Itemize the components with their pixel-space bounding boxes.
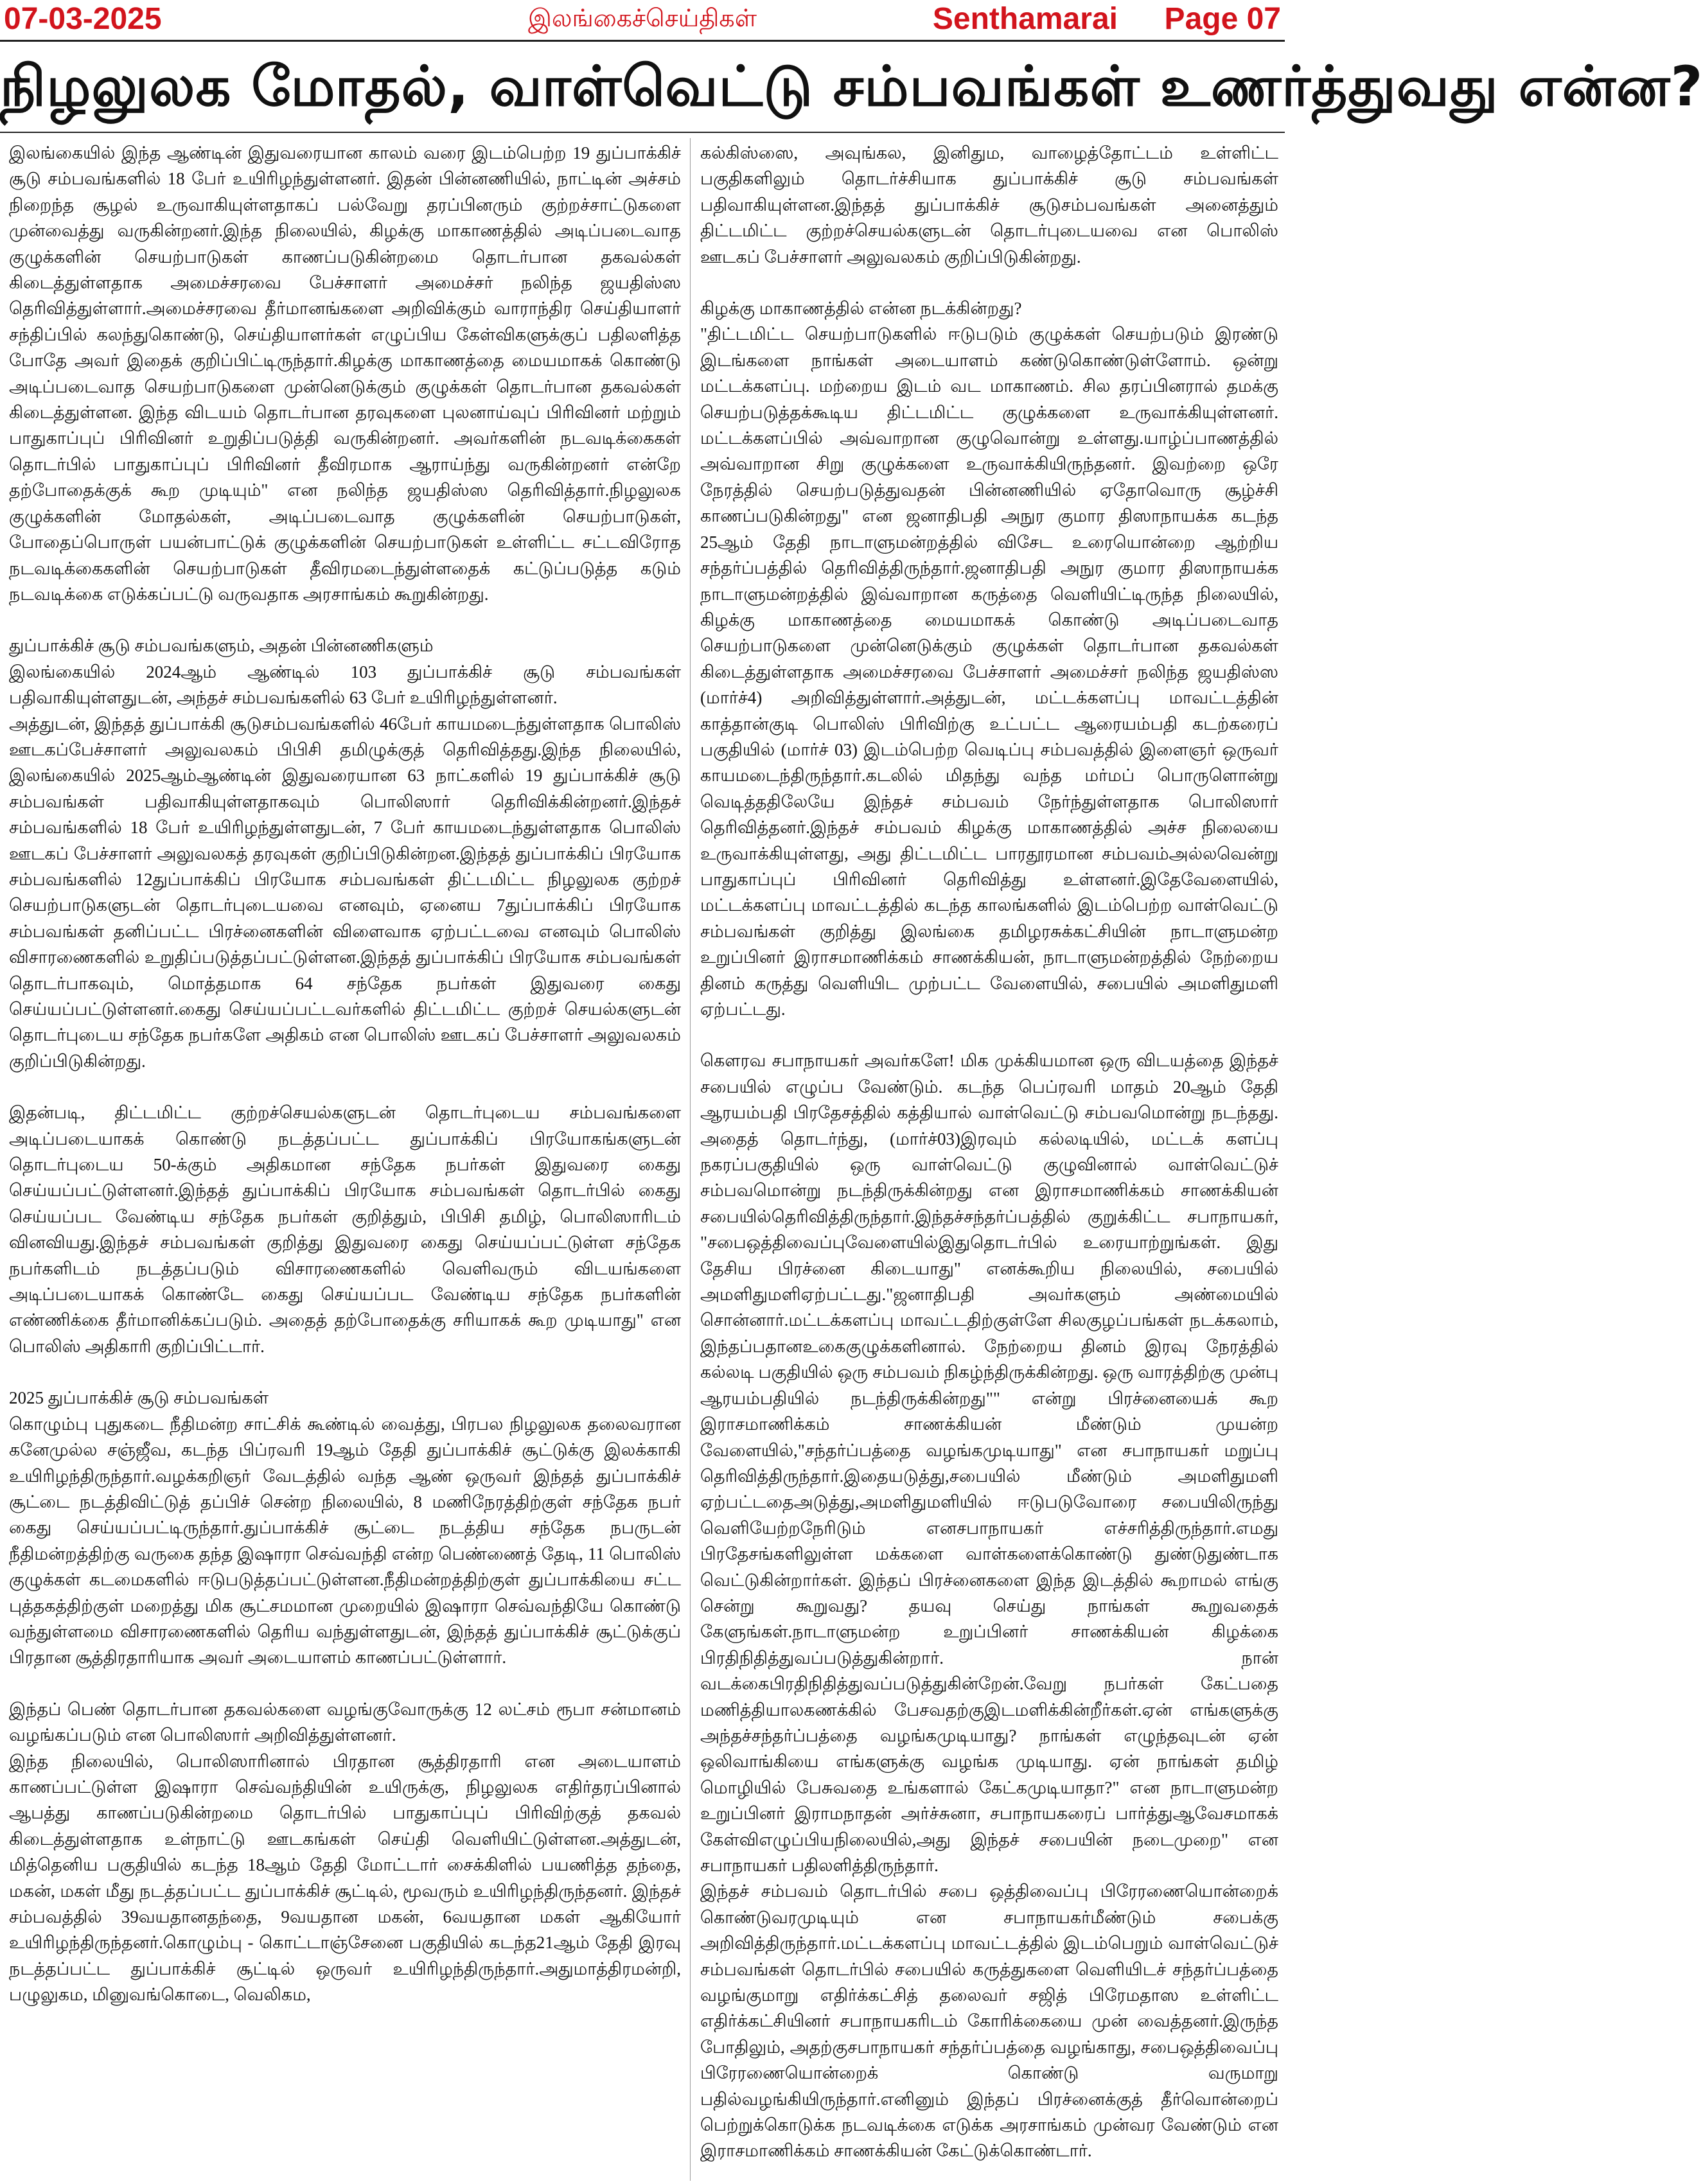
- headline-rule: [0, 132, 1285, 133]
- paragraph: இந்தப் பெண் தொடர்பான தகவல்களை வழங்குவோருக்கு 12 லட்சம் ரூபா சன்மானம் வழங்கப்படும் என பொலிஸார் அறிவித்துள்ளனர்.: [9, 1699, 681, 1745]
- paper-name: இலங்கைச்செய்திகள்: [527, 5, 757, 32]
- section-heading: கிழக்கு மாகாணத்தில் என்ன நடக்கின்றது?: [700, 299, 1022, 319]
- section-heading: துப்பாக்கிச் சூடு சம்பவங்களும், அதன் பின்னணிகளும்: [9, 636, 434, 656]
- paragraph: அத்துடன், இந்தத் துப்பாக்கி சூடுசம்பவங்களில் 46பேர் காயமடைந்துள்ளதாக பொலிஸ் ஊடகப்பேச்சாளர் அலுவலகம் பிபிசி தமிழுக்குத் தெரிவித்தது.இந்த நிலையில், இலங்கையில் 2025ஆம்ஆண்டின் இதுவரையான 63 நாட்களில் 19 துப்பாக்கிச் சூடு சம்பவங்கள் பதிவாகியுள்ளதாகவும் பொலிஸார் தெரிவிக்கின்றனர்.இந்தச் சம்பவங்களில் 18 பேர் உயிரிழந்துள்ளதுடன், 7 பேர் காயமடைந்துள்ளதாக பொலிஸ் ஊடகப் பேச்சாளர் அலுவலகத் தரவுகள் குறிப்பிடுகின்றன.இந்தத் துப்பாக்கிப் பிரயோக சம்பவங்களில் 12துப்பாக்கிப் பிரயோக சம்பவங்கள் திட்டமிட்ட நிழலுலக குற்றச் செயற்பாடுகளுடன் தொடர்புடையவை எனவும், ஏனைய 7துப்பாக்கிப் பிரயோக சம்பவங்கள் தனிப்பட்ட பிரச்னைகளின் விளைவாக ஏற்பட்டவை எனவும் பொலிஸ் விசாரணைகளில் உறுதிப்படுத்தப்பட்டுள்ளன.இந்தத் துப்பாக்கிப் பிரயோக சம்பவங்கள் தொடர்பாகவும், மொத்தமாக 64 சந்தேக நபர்கள் இதுவரை கைது செய்யப்பட்டுள்ளனர்.கைது செய்யப்பட்டவர்களில் திட்டமிட்ட குற்றச் செயல்களுடன் தொடர்புடைய சந்தேக நபர்களே அதிகம் என பொலிஸ் ஊடகப் பேச்சாளர் அலுவலகம் குறிப்பிடுகின்றது.: [9, 714, 681, 1071]
- paragraph: "திட்டமிட்ட செயற்பாடுகளில் ஈடுபடும் குழுக்கள் செயற்படும் இரண்டு இடங்களை நாங்கள் அடையாளம் கண்டுகொண்டுள்ளோம். ஒன்று மட்டக்களப்பு. மற்றைய இடம் வட மாகாணம். சில தரப்பினரால் தமக்கு செயற்படுத்தக்கூடிய திட்டமிட்ட குழுக்களை உருவாக்கியுள்ளனர். மட்டக்களப்பில் அவ்வாறான குழுவொன்று உள்ளது.யாழ்ப்பாணத்தில் அவ்வாறான சிறு குழுக்களை உருவாக்கியிருந்தனர். இவற்றை ஒரே நேரத்தில் செயற்படுத்துவதன் பின்னணியில் ஏதோவொரு சூழ்ச்சி காணப்படுகின்றது" என ஜனாதிபதி அநுர குமார திஸாநாயக்க கடந்த 25ஆம் தேதி நாடாளுமன்றத்தில் விசேட உரையொன்றை ஆற்றிய சந்தர்ப்பத்தில் தெரிவித்திருந்தார்.ஜனாதிபதி அநுர குமார திஸாநாயக்க நாடாளுமன்றத்தில் இவ்வாறான கருத்தை வெளியிட்டிருந்த நிலையில், கிழக்கு மாகாணத்தை மையமாகக் கொண்டு அடிப்படைவாத செயற்பாடுகளை முன்னெடுக்கும் குழுக்கள் தொடர்பான தகவல்கள் கிடைத்துள்ளதாக அமைச்சரவை பேச்சாளர் அமைச்சர் நலிந்த ஜயதிஸ்ஸ (மார்ச்4) அறிவித்துள்ளார்.அத்துடன், மட்டக்களப்பு மாவட்டத்தின் காத்தான்குடி பொலிஸ் பிரிவிற்கு உட்பட்ட ஆரையம்பதி கடற்கரைப் பகுதியில் (மார்ச் 03) இடம்பெற்ற வெடிப்பு சம்பவத்தில் இளைஞர் ஒருவர் காயமடைந்திருந்தார்.கடலில் மிதந்து வந்த மர்மப் பொருளொன்று வெடித்ததிலேயே இந்தச் சம்பவம் நேர்ந்துள்ளதாக பொலிஸார் தெரிவித்தனர்.இந்தச் சம்பவம் கிழக்கு மாகாணத்தில் அச்ச நிலையை உருவாக்கியுள்ளது, அது திட்டமிட்ட பாரதூரமான சம்பவம்அல்லவென்று பாதுகாப்புப் பிரிவினர் தெரிவித்து உள்ளனர்.இதேவேளையில், மட்டக்களப்பு மாவட்டத்தில் கடந்த காலங்களில் இடம்பெற்ற வாள்வெட்டு சம்பவங்கள் குறித்து இலங்கை தமிழரசுக்கட்சியின் நாடாளுமன்ற உறுப்பினர் இராசமாணிக்கம் சாணக்கியன், நாடாளுமன்றத்தில் நேற்றைய தினம் கருத்து வெளியிட முற்பட்ட வேளையில், சபையில் அமளிதுமளி ஏற்பட்டது.: [700, 324, 1278, 1019]
- article-headline: நிழலுலக மோதல், வாள்வெட்டு சம்பவங்கள் உணர்த்துவது என்ன?: [0, 55, 1703, 119]
- masthead: [0, 0, 1285, 41]
- paragraph: இந்தச் சம்பவம் தொடர்பில் சபை ஒத்திவைப்பு பிரேரணையொன்றைக் கொண்டுவரமுடியும் என சபாநாயகர்மீண்டும் சபைக்கு அறிவித்திருந்தார்.மட்டக்களப்பு மாவட்டத்தில் இடம்பெறும் வாள்வெட்டுச் சம்பவங்கள் தொடர்பில் சபையில் கருத்துகளை வெளியிடச் சந்தர்ப்பத்தை வழங்குமாறு எதிர்க்கட்சித் தலைவர் சஜித் பிரேமதாஸ உள்ளிட்ட எதிர்க்கட்சியினர் சபாநாயகரிடம் கோரிக்கையை முன் வைத்தனர்.இருந்த போதிலும், அதற்குசபாநாயகர் சந்தர்ப்பத்தை வழங்காது, சபைஒத்திவைப்பு பிரேரணையொன்றைக் கொண்டு வருமாறு பதில்வழங்கியிருந்தார்.எனினும் இந்தப் பிரச்னைக்குத் தீர்வொன்றைப் பெற்றுக்கொடுக்க நடவடிக்கை எடுக்க அரசாங்கம் முன்வர வேண்டும் என இராசமாணிக்கம் சாணக்கியன் கேட்டுக்கொண்டார்.: [700, 1881, 1278, 2161]
- paragraph: கொழும்பு புதுகடை நீதிமன்ற சாட்சிக் கூண்டில் வைத்து, பிரபல நிழலுலக தலைவரான கனேமுல்ல சஞ்ஜீவ, கடந்த பிப்ரவரி 19ஆம் தேதி துப்பாக்கிச் சூட்டுக்கு இலக்காகி உயிரிழந்திருந்தார்.வழக்கறிஞர் வேடத்தில் வந்த ஆண் ஒருவர் இந்தத் துப்பாக்கிச் சூட்டை நடத்திவிட்டுத் தப்பிச் சென்ற நிலையில், 8 மணிநேரத்திற்குள் சந்தேக நபர் கைது செய்யப்பட்டிருந்தார்.துப்பாக்கிச் சூட்டை நடத்திய சந்தேக நபருடன் நீதிமன்றத்திற்கு வருகை தந்த இஷாரா செவ்வந்தி என்ற பெண்ணைத் தேடி, 11 பொலிஸ் குழுக்கள் கடமைகளில் ஈடுபடுத்தப்பட்டுள்ளன.நீதிமன்றத்திற்குள் துப்பாக்கியை சட்ட புத்தகத்திற்குள் மறைத்து மிக சூட்சமமான முறையில் இஷாரா செவ்வந்தியே கொண்டு வந்துள்ளமை விசாரணைகளில் தெரிய வந்துள்ளதுடன், இந்தத் துப்பாக்கிச் சூட்டுக்குப் பிரதான சூத்திரதாரியாக அவர் அடையாளம் காணப்பட்டுள்ளார்.: [9, 1414, 681, 1668]
- paragraph: இதன்படி, திட்டமிட்ட குற்றச்செயல்களுடன் தொடர்புடைய சம்பவங்களை அடிப்படையாகக் கொண்டு நடத்தப்பட்ட துப்பாக்கிப் பிரயோகங்களுடன் தொடர்புடைய 50-க்கும் அதிகமான சந்தேக நபர்கள் இதுவரை கைது செய்யப்பட்டுள்ளனர்.இந்தத் துப்பாக்கிப் பிரயோக சம்பவங்கள் தொடர்பில் கைது செய்யப்பட வேண்டிய சந்தேக நபர்கள் குறித்தும், பிபிசி தமிழ், பொலிஸாரிடம் வினவியது.இந்தச் சம்பவங்கள் குறித்து இதுவரை கைது செய்யப்பட்டுள்ள சந்தேக நபர்களிடம் நடத்தப்படும் விசாரணைகளில் வெளிவரும் விடயங்களை அடிப்படையாகக் கொண்டே கைது செய்யப்பட வேண்டிய சந்தேக நபர்களின் எண்ணிக்கை தீர்மானிக்கப்படும். அதைத் தற்போதைக்கு சரியாகக் கூற முடியாது" என பொலிஸ் அதிகாரி குறிப்பிட்டார்.: [9, 1103, 681, 1356]
- paragraph: கல்கிஸ்ஸை, அவுங்கல, இனிதும, வாழைத்தோட்டம் உள்ளிட்ட பகுதிகளிலும் தொடர்ச்சியாக துப்பாக்கிச் சூடு சம்பவங்கள் பதிவாகியுள்ளன.இந்தத் துப்பாக்கிச் சூடுசம்பவங்கள் அனைத்தும் திட்டமிட்ட குற்றச்செயல்களுடன் தொடர்புடையவை என பொலிஸ் ஊடகப் பேச்சாளர் அலுவலகம் குறிப்பிடுகின்றது.: [700, 143, 1278, 267]
- issue-date: 07-03-2025: [4, 2, 162, 36]
- paragraph: இலங்கையில் இந்த ஆண்டின் இதுவரையான காலம் வரை இடம்பெற்ற 19 துப்பாக்கிச் சூடு சம்பவங்களில் 18 பேர் உயிரிழந்துள்ளனர். இதன் பின்னணியில், நாட்டின் அச்சம் நிறைந்த சூழல் உருவாகியுள்ளதாகப் பல்வேறு தரப்பினரும் குற்றச்சாட்டுகளை முன்வைத்து வருகின்றனர்.இந்த நிலையில், கிழக்கு மாகாணத்தில் அடிப்படைவாத குழுக்களின் செயற்பாடுகள் காணப்படுகின்றமை தொடர்பான தகவல்கள் கிடைத்துள்ளதாக அமைச்சரவை பேச்சாளர் அமைச்சர் நலிந்த ஜயதிஸ்ஸ தெரிவித்துள்ளார்.அமைச்சரவை தீர்மானங்களை அறிவிக்கும் வாராந்திர செய்தியாளர் சந்திப்பில் கலந்துகொண்டு, செய்தியாளர்கள் எழுப்பிய கேள்விகளுக்குப் பதிலளித்த போதே அவர் இதைக் குறிப்பிட்டிருந்தார்.கிழக்கு மாகாணத்தை மையமாகக் கொண்டு அடிப்படைவாத செயற்பாடுகளை முன்னெடுக்கும் குழுக்கள் தொடர்பான தகவல்கள் கிடைத்துள்ளன. இந்த விடயம் தொடர்பான தரவுகளை புலனாய்வுப் பிரிவினர் மற்றும் பாதுகாப்புப் பிரிவினர் உறுதிப்படுத்தி வருகின்றனர். அவர்களின் நடவடிக்கைகள் தொடர்பில் பாதுகாப்புப் பிரிவினர் தீவிரமாக ஆராய்ந்து வருகின்றனர் என்றே தற்போதைக்குக் கூற முடியும்" என நலிந்த ஜயதிஸ்ஸ தெரிவித்தார்.நிழலுலக குழுக்களின் மோதல்கள், அடிப்படைவாத குழுக்களின் செயற்பாடுகள், போதைப்பொருள் பயன்பாட்டுக் குழுக்களின் செயற்பாடுகள் உள்ளிட்ட சட்டவிரோத நடவடிக்கைகளின் செயற்பாடுகள் தீவிரமடைந்துள்ளதைக் கட்டுப்படுத்த கடும் நடவடிக்கை எடுக்கப்பட்டு வருவதாக அரசாங்கம் கூறுகின்றது.: [9, 143, 681, 604]
- section-heading: 2025 துப்பாக்கிச் சூடு சம்பவங்கள்: [9, 1388, 269, 1408]
- masthead-rule: [0, 40, 1285, 42]
- paragraph: கௌரவ சபாநாயகர் அவர்களே! மிக முக்கியமான ஒரு விடயத்தை இந்தச் சபையில் எழுப்ப வேண்டும். கடந்த பெப்ரவரி மாதம் 20ஆம் தேதி ஆரயம்பதி பிரதேசத்தில் கத்தியால் வாள்வெட்டு சம்பவமொன்று நடந்தது. அதைத் தொடர்ந்து, (மார்ச்03)இரவும் கல்லடியில், மட்டக் களப்பு நகரப்பகுதியில் ஒரு வாள்வெட்டு குழுவினால் வாள்வெட்டுச் சம்பவமொன்று நடந்திருக்கின்றது என இராசமாணிக்கம் சாணக்கியன் சபையில்தெரிவித்திருந்தார்.இந்தச்சந்தர்ப்பத்தில் குறுக்கிட்ட சபாநாயகர், "சபைஒத்திவைப்புவேளையில்இதுதொடர்பில் உரையாற்றுங்கள். இது தேசிய பிரச்னை கிடையாது" எனக்கூறிய நிலையில், சபையில் அமளிதுமளிஏற்பட்டது."ஜனாதிபதி அவர்களும் அண்மையில் சொன்னார்.மட்டக்களப்பு மாவட்டதிற்குள்ளே சிலகுழப்பங்கள் நடக்கலாம், இந்தப்பதானஉகைகுழுக்களினால். நேற்றைய தினம் இரவு நேரத்தில் கல்லடி பகுதியில் ஒரு சம்பவம் நிகழ்ந்திருக்கின்றது. ஒரு வாரத்திற்கு முன்பு ஆரயம்பதியில் நடந்திருக்கின்றது"" என்று பிரச்னையைக் கூற இராசமாணிக்கம் சாணக்கியன் மீண்டும் முயன்ற வேளையில்,"சந்தர்ப்பத்தை வழங்கமுடியாது" என சபாநாயகர் மறுப்பு தெரிவித்திருந்தார்.இதையடுத்து,சபையில் மீண்டும் அமளிதுமளி ஏற்பட்டதைஅடுத்து,அமளிதுமளியில் ஈடுபடுவோரை சபையிலிருந்து வெளியேற்றநேரிடும் எனசபாநாயகர் எச்சரித்திருந்தார்.எமது பிரதேசங்களிலுள்ள மக்களை வாள்களைக்கொண்டு துண்டுதுண்டாக வெட்டுகின்றார்கள். இந்தப் பிரச்னைகளை இந்த இடத்தில் கூறாமல் எங்கு சென்று கூறுவது? தயவு செய்து நாங்கள் கூறுவதைக் கேளுங்கள்.நாடாளுமன்ற உறுப்பினர் சாணக்கியன் கிழக்கை பிரதிநிதித்துவப்படுத்துகின்றார். நான் வடக்கைபிரதிநிதித்துவப்படுத்துகின்றேன்.வேறு நபர்கள் கேட்பதை மணித்தியாலகணக்கில் பேசவதற்குஇடமளிக்கின்றீர்கள்.ஏன் எங்களுக்கு அந்தச்சந்தர்ப்பத்தை வழங்கமுடியாது? நாங்கள் எழுந்தவுடன் ஏன் ஒலிவாங்கியை எங்களுக்கு வழங்க முடியாது. ஏன் நாங்கள் தமிழ் மொழியில் பேசுவதை உங்களால் கேட்கமுடியாதா?" என நாடாளுமன்ற உறுப்பினர் இராமநாதன் அர்ச்சுனா, சபாநாயகரைப் பார்த்துஆவேசமாகக் கேள்விஎழுப்பியநிலையில்,அது இந்தச் சபையின் நடைமுறை" என சபாநாயகர் பதிலளித்திருந்தார்.: [700, 1051, 1278, 1875]
- column-divider: [690, 138, 691, 2181]
- article-column-right: [700, 140, 1278, 2180]
- article-column-left: [9, 140, 681, 2180]
- paragraph: இலங்கையில் 2024ஆம் ஆண்டில் 103 துப்பாக்கிச் சூடு சம்பவங்கள் பதிவாகியுள்ளதுடன், அந்தச் சம்பவங்களில் 63 பேர் உயிரிழந்துள்ளனர்.: [9, 662, 681, 708]
- brand-name: Senthamarai: [932, 2, 1118, 36]
- paragraph: இந்த நிலையில், பொலிஸாரினால் பிரதான சூத்திரதாரி என அடையாளம் காணப்பட்டுள்ள இஷாரா செவ்வந்தியின் உயிருக்கு, நிழலுலக எதிர்தரப்பினால் ஆபத்து காணப்படுகின்றமை தொடர்பில் பாதுகாப்புப் பிரிவிற்குத் தகவல் கிடைத்துள்ளதாக உள்நாட்டு ஊடகங்கள் செய்தி வெளியிட்டுள்ளன.அத்துடன், மித்தெனிய பகுதியில் கடந்த 18ஆம் தேதி மோட்டார் சைக்கிளில் பயணித்த தந்தை, மகன், மகள் மீது நடத்தப்பட்ட துப்பாக்கிச் சூட்டில், மூவரும் உயிரிழந்திருந்தனர். இந்தச் சம்பவத்தில் 39வயதானதந்தை, 9வயதான மகன், 6வயதான மகள் ஆகியோர் உயிரிழந்திருந்தனர்.கொழும்பு - கொட்டாஞ்சேனை பகுதியில் கடந்த21ஆம் தேதி இரவு நடத்தப்பட்ட துப்பாக்கிச் சூட்டில் ஒருவர் உயிரிழந்திருந்தார்.அதுமாத்திரமன்றி, பழுலுகம, மினுவங்கொடை, வெலிகம,: [9, 1751, 681, 2005]
- page-number: Page 07: [1164, 2, 1281, 36]
